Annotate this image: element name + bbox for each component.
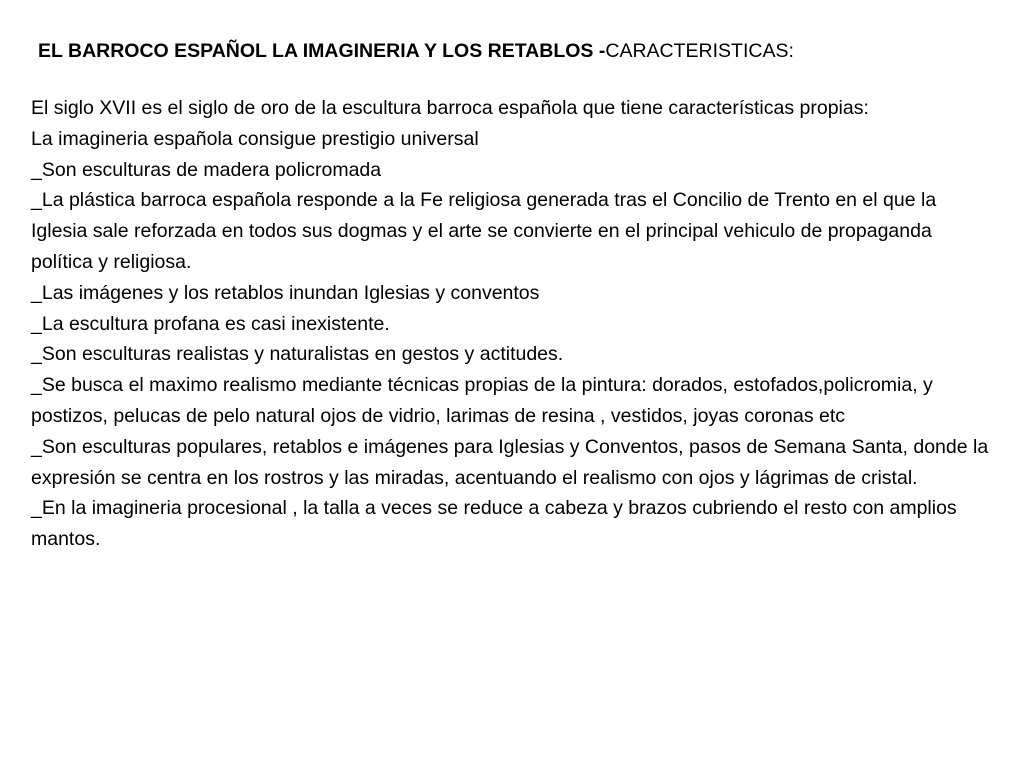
body-paragraph-tecnicas: _Se busca el maximo realismo mediante técnicas propias de la pintura: dorados, estofados,policromia, y postizos, pelucas de pelo natural ojos de vidrio, larimas de resina , vestidos, joyas coronas etc	[31, 374, 933, 427]
slide-body	[31, 93, 993, 555]
body-paragraph-procesional: _En la imagineria procesional , la talla a veces se reduce a cabeza y brazos cubriendo el resto con amplios mantos.	[31, 497, 957, 551]
body-paragraph-wood: _Son esculturas de madera policromada	[31, 158, 382, 181]
body-paragraph-realistas: _Son esculturas realistas y naturalistas en gestos y actitudes.	[31, 343, 564, 366]
body-paragraph-intro: El siglo XVII es el siglo de oro de la escultura barroca española que tiene características propias:	[31, 97, 869, 119]
body-paragraph-trento: _La plástica barroca española responde a la Fe religiosa generada tras el Concilio de Trento en el que la Iglesia sale reforzada en todos sus dogmas y el arte se convierte en el principal vehiculo de propaganda política y religiosa.	[31, 189, 937, 273]
slide-title-normal: CARACTERISTICAS:	[605, 40, 794, 62]
slide-title-bold: EL BARROCO ESPAÑOL LA IMAGINERIA Y LOS RETABLOS -	[38, 40, 606, 62]
slide-title	[38, 38, 998, 64]
body-paragraph-retablos: _Las imágenes y los retablos inundan Iglesias y conventos	[31, 281, 540, 304]
body-paragraph-populares: _Son esculturas populares, retablos e imágenes para Iglesias y Conventos, pasos de Semana Santa, donde la expresión se centra en los rostros y las miradas, acentuando el realismo con ojos y lágrimas de cristal.	[31, 435, 989, 489]
body-paragraph-profana: _La escultura profana es casi inexistente.	[31, 312, 390, 335]
body-paragraph-prestige: La imagineria española consigue prestigio universal	[31, 127, 479, 150]
